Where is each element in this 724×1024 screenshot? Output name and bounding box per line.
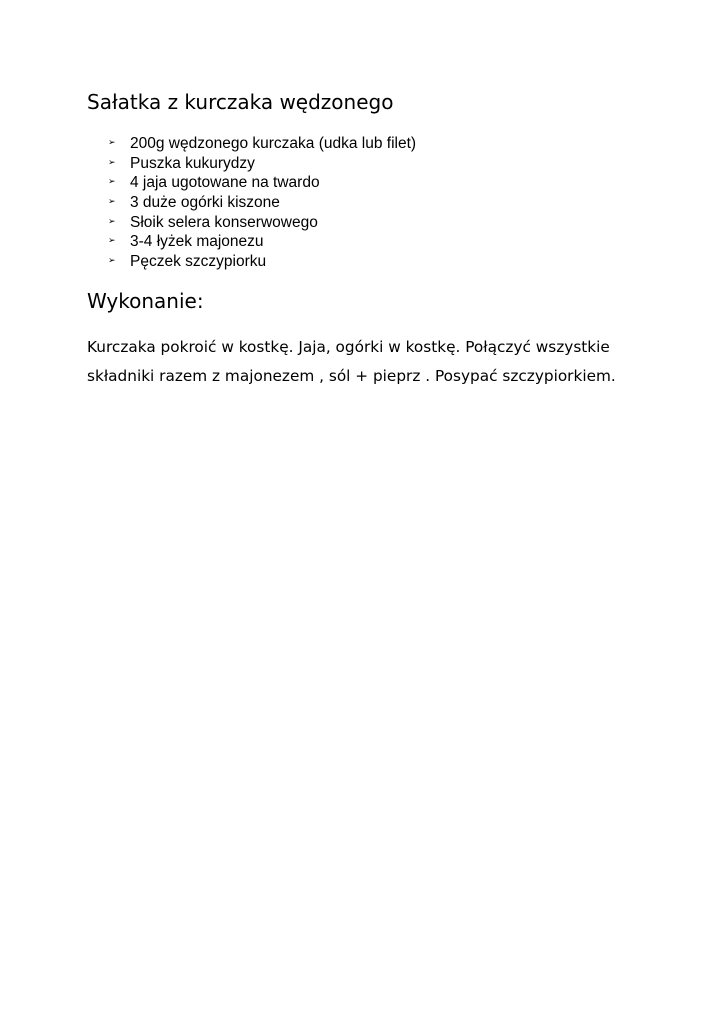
method-text: Kurczaka pokroić w kostkę. Jaja, ogórki w kostkę. Połączyć wszystkie składniki razem z majonezem , sól + pieprz . Posypać szczypiorkiem. [87, 338, 616, 385]
list-item [108, 213, 416, 233]
arrow-bullet-icon: ➢ [108, 177, 116, 188]
list-item [108, 173, 416, 193]
arrow-bullet-icon: ➢ [108, 138, 116, 148]
ingredient-text: 200g wędzonego kurczaka (udka lub filet) [130, 135, 417, 152]
method-heading: Wykonanie: [87, 289, 204, 313]
list-item [108, 232, 416, 252]
list-item [108, 193, 416, 213]
arrow-bullet-icon: ➢ [108, 216, 116, 227]
ingredients-list [108, 134, 416, 272]
ingredient-text: Słoik selera konserwowego [130, 213, 318, 231]
arrow-bullet-icon: ➢ [108, 157, 116, 168]
arrow-bullet-icon: ➢ [108, 197, 116, 208]
list-item [108, 154, 416, 174]
arrow-bullet-icon: ➢ [108, 256, 116, 267]
list-item [108, 134, 416, 154]
ingredient-text: 3 duże ogórki kiszone [130, 194, 280, 212]
ingredient-text: Puszka kukurydzy [130, 154, 255, 172]
arrow-bullet-icon: ➢ [108, 236, 116, 247]
ingredient-text: Pęczek szczypiorku [130, 253, 267, 271]
list-item [108, 252, 416, 272]
ingredient-text: 4 jaja ugotowane na twardo [130, 174, 320, 192]
ingredient-text: 3-4 łyżek majonezu [130, 233, 264, 251]
recipe-title: Sałatka z kurczaka wędzonego [87, 90, 394, 114]
